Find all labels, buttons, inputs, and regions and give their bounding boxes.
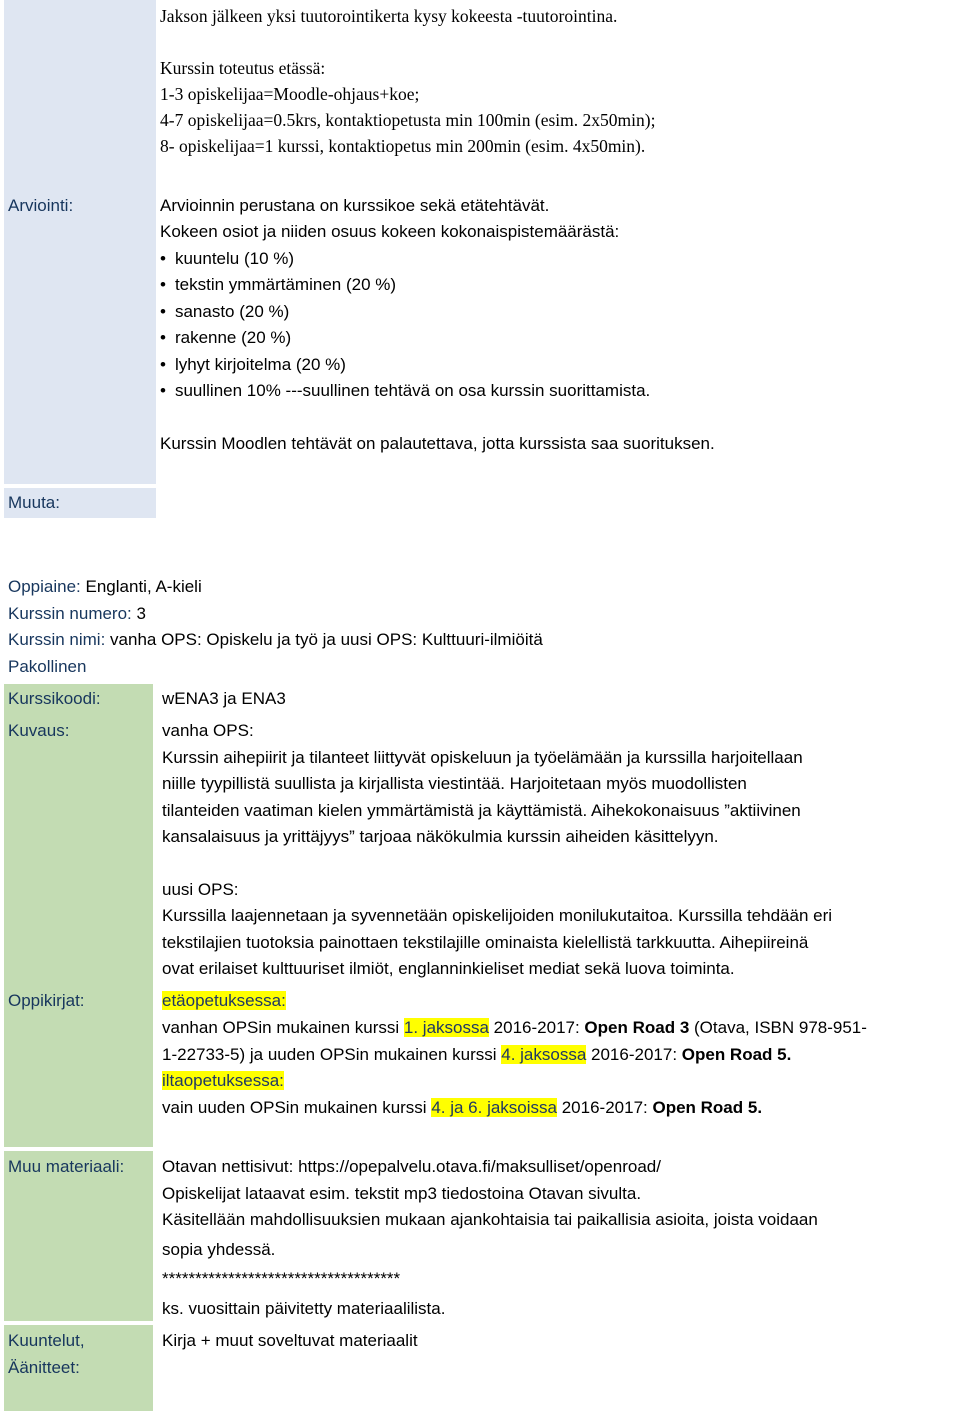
oppiaine-value: Englanti, A-kieli	[80, 577, 202, 596]
arviointi-item: • rakenne (20 %)	[160, 325, 291, 352]
numero-label: Kurssin numero:	[8, 604, 132, 623]
text-span: vain uuden OPSin mukainen kurssi	[162, 1098, 432, 1117]
highlight-span: 4. ja 6. jaksoissa	[431, 1098, 557, 1117]
materiaali-line: sopia yhdessä.	[162, 1240, 276, 1259]
kuvaus-uusi-line: Kurssilla laajennetaan ja syvennetään opiskelijoiden monilukutaitoa. Kurssilla tehdään eri	[162, 906, 833, 925]
etana-line: 4-7 opiskelijaa=0.5krs, kontaktiopetusta min 100min (esim. 2x50min);	[160, 110, 656, 130]
kuuntelut-label: Kuuntelut,	[8, 1331, 85, 1350]
kuvaus-vanha-line: tilanteiden vaatiman kielen ymmärtämistä ja käyttämistä. Aihekokonaisuus ”aktiivinen	[162, 801, 801, 820]
materiaali-line: Opiskelijat lataavat esim. tekstit mp3 tiedostoina Otavan sivulta.	[162, 1184, 642, 1203]
tutorointi-text: Jakson jälkeen yksi tuutorointikerta kysy kokeesta -tuutorointina.	[160, 6, 618, 26]
materiaali-line: ************************************	[162, 1269, 401, 1288]
arviointi-item: • sanasto (20 %)	[160, 299, 289, 326]
materiaali-line: ks. vuosittain päivitetty materiaalilista.	[162, 1299, 446, 1318]
nimi-line	[8, 627, 543, 654]
book-title: Open Road 5.	[681, 1045, 792, 1064]
arviointi-item: • lyhyt kirjoitelma (20 %)	[160, 352, 346, 379]
oppikirjat-line-2	[162, 1042, 791, 1069]
kuvaus-uusi-line: ovat erilaiset kulttuuriset ilmiöt, englanninkieliset mediat sekä luova toiminta.	[162, 959, 735, 978]
oppikirjat-label: Oppikirjat:	[8, 991, 85, 1010]
kuvaus-label: Kuvaus:	[8, 721, 70, 740]
oppiaine-line	[8, 574, 202, 601]
kuuntelut-value: Kirja + muut soveltuvat materiaalit	[162, 1331, 418, 1350]
arviointi-label: Arviointi:	[8, 196, 74, 215]
text-span: (Otava, ISBN 978-951-	[689, 1018, 867, 1037]
nimi-label: Kurssin nimi:	[8, 630, 106, 649]
materiaali-line: Käsitellään mahdollisuuksien mukaan ajankohtaisia tai paikallisia asioita, joista voidaan	[162, 1210, 818, 1229]
label-column-bottom	[4, 684, 153, 1147]
aanitteet-label: Äänitteet:	[8, 1358, 80, 1377]
ilta-title	[162, 1068, 284, 1095]
muuta-label: Muuta:	[8, 493, 60, 512]
nimi-value: vanha OPS: Opiskelu ja työ ja uusi OPS: Kulttuuri-ilmiöitä	[105, 630, 543, 649]
oppiaine-label: Oppiaine:	[8, 577, 81, 596]
text-span: 2016-2017:	[557, 1098, 653, 1117]
kuvaus-uusi-line: tekstilajien tuotoksia painottaen tekstilajille ominaista kielellistä tarkkuutta. Aihepiireinä	[162, 933, 809, 952]
arviointi-item: • tekstin ymmärtäminen (20 %)	[160, 272, 396, 299]
kuvaus-vanha-line: niille tyypillistä suullista ja kirjallista viestintää. Harjoitetaan myös muodollisten	[162, 774, 747, 793]
oppikirjat-line-1	[162, 1015, 867, 1042]
kurssikoodi-value: wENA3 ja ENA3	[162, 689, 286, 708]
book-title: Open Road 3	[584, 1018, 690, 1037]
etana-line: 8- opiskelijaa=1 kurssi, kontaktiopetus min 200min (esim. 4x50min).	[160, 136, 646, 156]
label-column-top	[4, 0, 156, 484]
highlight-span: 4. jaksossa	[501, 1045, 587, 1064]
arviointi-item: • kuuntelu (10 %)	[160, 246, 294, 273]
text-span: vanhan OPSin mukainen kurssi	[162, 1018, 404, 1037]
ilta-title-text: iltaopetuksessa:	[162, 1071, 284, 1090]
eta-title	[162, 988, 286, 1015]
text-span: 2016-2017:	[488, 1018, 585, 1037]
arviointi-parts-title: Kokeen osiot ja niiden osuus kokeen kokonaispistemäärästä:	[160, 222, 620, 241]
oppikirjat-line-3	[162, 1095, 762, 1122]
kuvaus-vanha-line: kansalaisuus ja yrittäjyys” tarjoaa näkökulmia kurssin aiheiden käsittelyyn.	[162, 827, 719, 846]
arviointi-intro: Arvioinnin perustana on kurssikoe sekä etätehtävät.	[160, 196, 550, 215]
eta-title-text: etäopetuksessa:	[162, 991, 286, 1010]
kuvaus-uusi-title: uusi OPS:	[162, 880, 239, 899]
kuvaus-vanha-line: Kurssin aihepiirit ja tilanteet liittyvät opiskeluun ja työelämään ja kurssilla harjoitellaan	[162, 748, 803, 767]
arviointi-item: • suullinen 10% ---suullinen tehtävä on osa kurssin suorittamista.	[160, 378, 650, 405]
text-span: 2016-2017:	[586, 1045, 682, 1064]
pakollinen-label: Pakollinen	[8, 657, 87, 676]
text-span: 1-22733-5) ja uuden OPSin mukainen kurssi	[162, 1045, 502, 1064]
kuvaus-vanha-title: vanha OPS:	[162, 721, 254, 740]
etana-line: 1-3 opiskelijaa=Moodle-ohjaus+koe;	[160, 84, 420, 104]
materiaali-line: Otavan nettisivut: https://opepalvelu.otava.fi/maksulliset/openroad/	[162, 1157, 661, 1176]
book-title: Open Road 5.	[652, 1098, 763, 1117]
muu-materiaali-label: Muu materiaali:	[8, 1157, 125, 1176]
kurssikoodi-label: Kurssikoodi:	[8, 689, 101, 708]
etana-title: Kurssin toteutus etässä:	[160, 58, 326, 78]
highlight-span: 1. jaksossa	[403, 1018, 489, 1037]
arviointi-moodle: Kurssin Moodlen tehtävät on palautettava, jotta kurssista saa suorituksen.	[160, 434, 715, 453]
numero-line	[8, 601, 146, 628]
numero-value: 3	[131, 604, 146, 623]
